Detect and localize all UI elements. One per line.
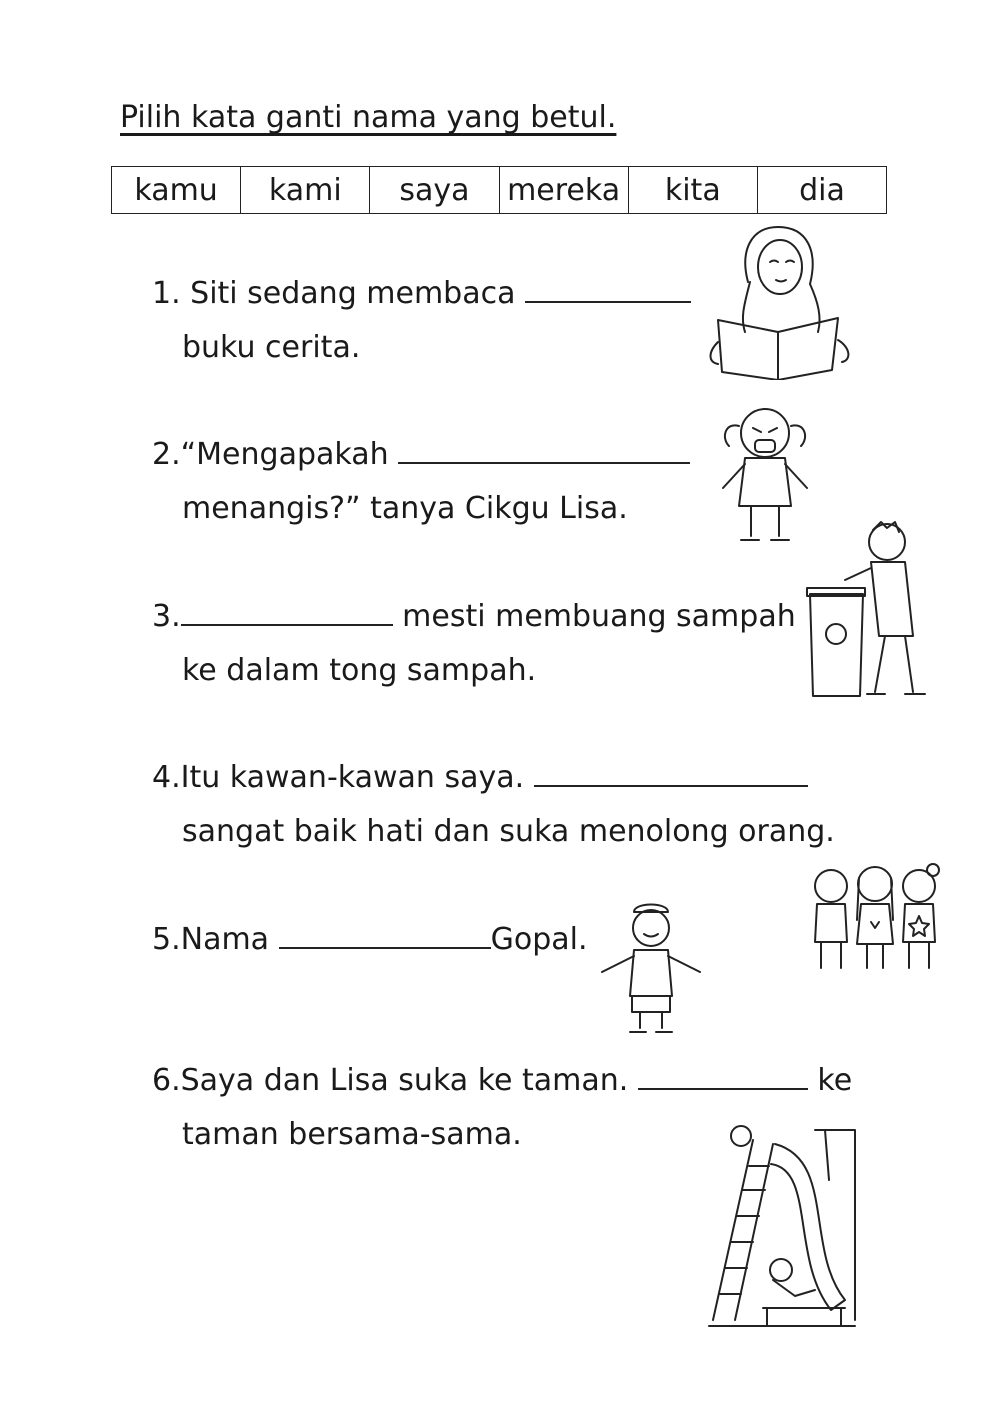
question-1 (152, 267, 691, 375)
word-bank-cell: kami (241, 167, 370, 213)
answer-blank[interactable] (279, 921, 491, 949)
boy-gopal-illustration (592, 900, 710, 1038)
question-text: Siti sedang membaca (180, 276, 526, 311)
question-number: 5. (152, 922, 181, 957)
answer-blank[interactable] (398, 436, 690, 464)
question-4 (152, 751, 835, 859)
question-number: 6. (152, 1063, 181, 1098)
answer-blank[interactable] (638, 1062, 808, 1090)
word-bank-cell: saya (370, 167, 499, 213)
worksheet-title: Pilih kata ganti nama yang betul. (120, 100, 617, 135)
question-text: Gopal. (490, 922, 588, 957)
question-text-line2: sangat baik hati dan suka menolong orang. (182, 814, 835, 849)
crying-girl-illustration (715, 398, 815, 548)
word-bank-cell: kamu (112, 167, 241, 213)
word-bank-cell: mereka (500, 167, 629, 213)
question-text-line2: ke dalam tong sampah. (182, 653, 537, 688)
word-bank-table (111, 166, 887, 214)
question-number: 4. (152, 760, 181, 795)
answer-blank[interactable] (525, 275, 691, 303)
answer-blank[interactable] (534, 759, 808, 787)
question-text: “Mengapakah (180, 437, 399, 472)
question-5 (152, 913, 588, 967)
question-text-line2: buku cerita. (182, 330, 361, 365)
question-text-line2: taman bersama-sama. (182, 1117, 522, 1152)
girl-reading-illustration (700, 222, 865, 380)
question-text-line2: menangis?” tanya Cikgu Lisa. (182, 491, 628, 526)
question-text: Nama (180, 922, 279, 957)
question-number: 3. (152, 599, 181, 634)
question-text: Saya dan Lisa suka ke taman. (180, 1063, 638, 1098)
boy-throwing-trash-illustration (805, 516, 930, 698)
answer-blank[interactable] (181, 598, 393, 626)
question-text: mesti membuang sampah (392, 599, 796, 634)
playground-slide-illustration (705, 1120, 860, 1330)
question-text: ke (807, 1063, 853, 1098)
question-number: 2. (152, 437, 181, 472)
question-2 (152, 428, 690, 536)
question-number: 1. (152, 276, 181, 311)
question-text: Itu kawan-kawan saya. (180, 760, 534, 795)
word-bank-cell: dia (799, 172, 845, 208)
question-3 (152, 590, 796, 698)
three-children-illustration (805, 860, 950, 975)
word-bank-cell: kita (629, 167, 758, 213)
